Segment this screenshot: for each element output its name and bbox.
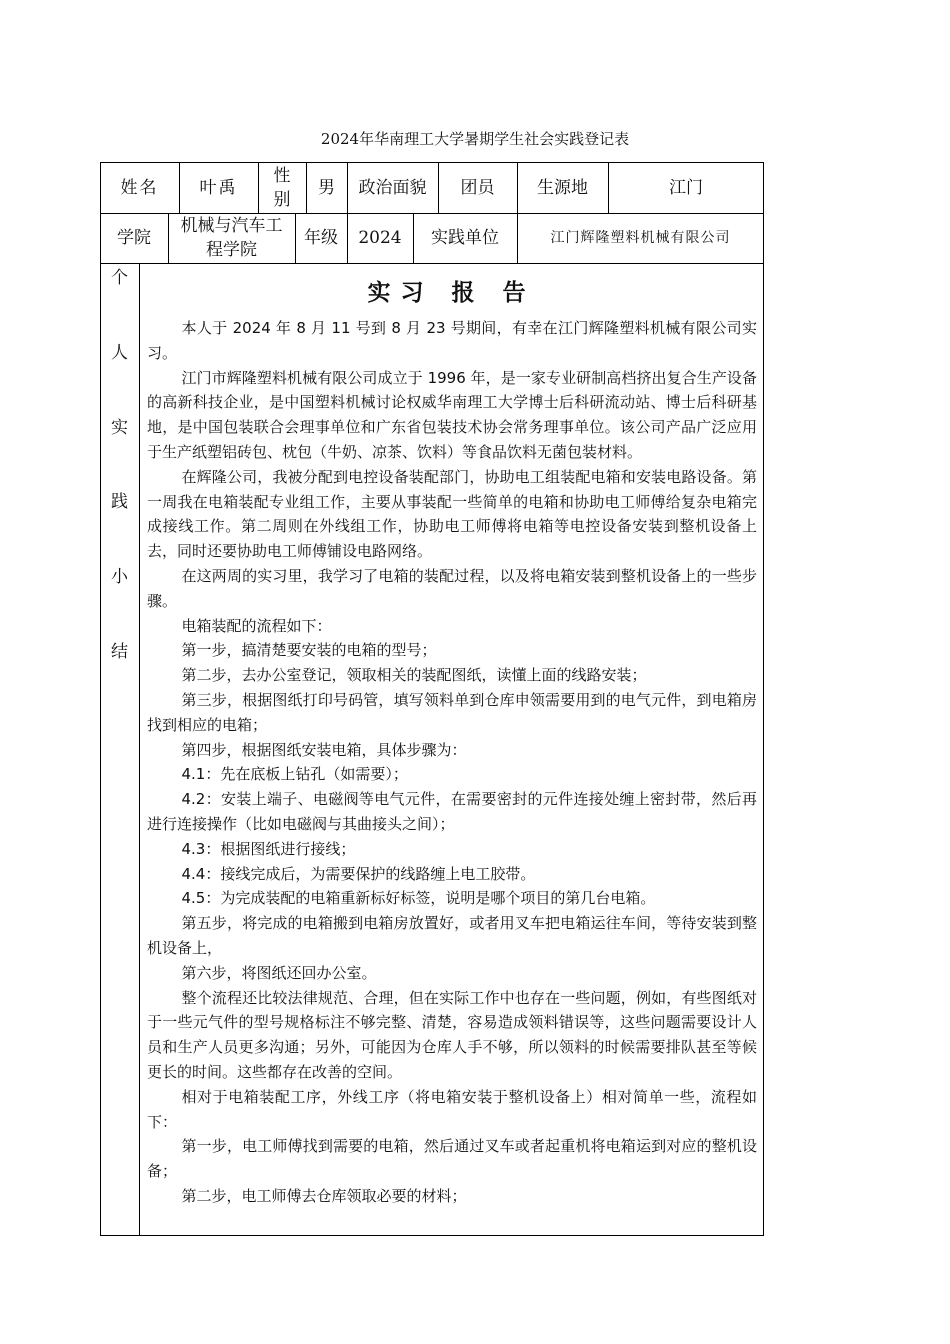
row-divider (100, 263, 764, 264)
origin-label: 生源地 (537, 177, 588, 198)
side-char: 实 (111, 417, 128, 438)
side-char: 践 (111, 492, 128, 513)
paragraph: 第三步，根据图纸打印号码管，填写领料单到仓库申领需要用到的电气元件，到电箱房找到相应的电箱； (147, 690, 757, 734)
political-value: 团员 (460, 177, 495, 198)
paragraph: 4.1：先在底板上钻孔（如需要）； (181, 765, 408, 784)
gender-value: 男 (318, 177, 335, 198)
paragraph: 在这两周的实习里，我学习了电箱的装配过程，以及将电箱安装到整机设备上的一些步骤。 (147, 566, 757, 610)
unit-value: 江门辉隆塑料机械有限公司 (550, 230, 731, 246)
paragraph: 4.3：根据图纸进行接线； (181, 839, 356, 858)
paragraph: 相对于电箱装配工序，外线工序（将电箱安装于整机设备上）相对简单一些，流程如下： (147, 1087, 757, 1131)
paragraph: 在辉隆公司，我被分配到电控设备装配部门，协助电工组装配电箱和安装电路设备。第一周我在电箱装配专业组工作，主要从事装配一些简单的电箱和协助电工师傅给复杂电箱完成接线工作。第二周则在外线组工作，协助电工师傅将电箱等电控设备安装到整机设备上去，同时还要协助电工师傅铺设电路网络。 (147, 467, 757, 561)
side-char: 结 (111, 641, 128, 662)
college-label: 学院 (117, 228, 151, 248)
paragraph: 整个流程还比较法律规范、合理，但在实际工作中也存在一些问题，例如，有些图纸对于一些元气件的型号规格标注不够完整、清楚，容易造成领料错误等，这些问题需要设计人员和生产人员更多沟通；另外，可能因为仓库人手不够，所以领料的时候需要排队甚至等候更长的时间。这些都存在改善的空间。 (147, 988, 757, 1081)
document-title: 2024年华南理工大学暑期学生社会实践登记表 (320, 130, 630, 148)
side-char: 个 (111, 268, 128, 288)
paragraph: 4.2：安装上端子、电磁阀等电气元件，在需要密封的元件连接处缠上密封带，然后再进行连接操作（比如电磁阀与其曲接头之间）； (147, 790, 757, 833)
paragraph: 电箱装配的流程如下： (181, 616, 332, 635)
grade-value: 2024 (358, 228, 402, 248)
origin-value: 江门 (669, 177, 703, 198)
personal-summary-label (100, 265, 139, 665)
unit-label: 实践单位 (431, 228, 499, 248)
paragraph: 第五步，将完成的电箱搬到电箱房放置好，或者用叉车把电箱运往车间，等待安装到整机设备上， (147, 914, 757, 957)
paragraph: 第一步，搞清楚要安装的电箱的型号； (181, 641, 437, 660)
paragraph: 本人于 2024 年 8 月 11 号到 8 月 23 号期间，有幸在江门辉隆塑料机械有限公司实习。 (147, 319, 757, 362)
report-body (147, 316, 757, 1209)
grade-label: 年级 (304, 228, 338, 248)
college-value: 机械与汽车工程学院 (180, 216, 283, 260)
paragraph: 第一步，电工师傅找到需要的电箱，然后通过叉车或者起重机将电箱运到对应的整机设备； (147, 1137, 757, 1181)
col-divider (139, 263, 140, 1236)
political-label: 政治面貌 (358, 177, 427, 198)
report-title: 实习 报 告 (367, 280, 536, 306)
paragraph: 第六步，将图纸还回办公室。 (181, 963, 377, 982)
gender-label: 性别 (273, 165, 291, 210)
paragraph: 第二步，去办公室登记，领取相关的装配图纸，读懂上面的线路安装； (181, 666, 647, 685)
name-value: 叶禹 (199, 177, 238, 198)
name-label: 姓名 (120, 177, 159, 198)
side-char: 小 (111, 567, 128, 588)
paragraph: 江门市辉隆塑料机械有限公司成立于 1996 年，是一家专业研制高档挤出复合生产设备的高新科技企业，是中国塑料机械讨论权威华南理工大学博士后科研流动站、博士后科研基地，是中国包装联合会理事单位和广东省包装技术协会常务理事单位。该公司产品广泛应用于生产纸塑铝砖包、枕包（牛奶、凉茶、饮料）等食品饮料无菌包装材料。 (147, 368, 757, 461)
side-char: 人 (111, 342, 128, 363)
paragraph: 4.5：为完成装配的电箱重新标好标签，说明是哪个项目的第几台电箱。 (181, 889, 656, 908)
paragraph: 4.4：接线完成后，为需要保护的线路缠上电工胶带。 (181, 864, 536, 883)
paragraph: 第四步，根据图纸安装电箱，具体步骤为： (181, 740, 467, 759)
paragraph: 第二步，电工师傅去仓库领取必要的材料； (181, 1186, 467, 1205)
